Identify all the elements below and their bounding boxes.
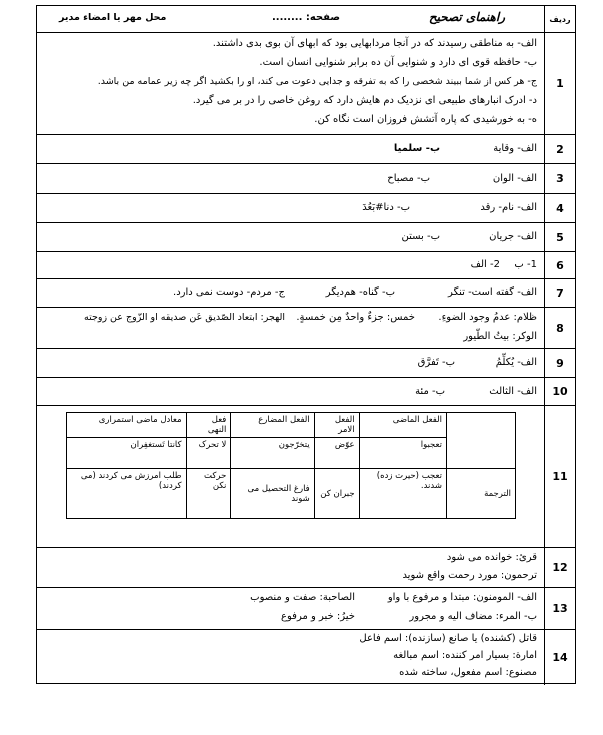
question-number: 1	[544, 33, 575, 134]
question-row-2	[37, 135, 575, 164]
question-number: 7	[544, 279, 575, 307]
page-title: راهنمای تصحیح	[428, 10, 505, 24]
answer-body	[37, 406, 545, 547]
question-row-7	[37, 279, 575, 308]
question-row-6	[37, 252, 575, 279]
question-row-4	[37, 194, 575, 223]
answer-body	[37, 252, 545, 278]
answer-b: ب- تَفرَّق	[417, 357, 455, 368]
definition-khoms: خمس: جزءٌ واحدٌ مِن خمسةٍ.	[296, 312, 415, 323]
seal-signature-label: محل مهر یا امضاء مدیر	[59, 12, 167, 23]
table-cell: جبران کن	[314, 469, 359, 519]
answer-b: ب- مصباح	[387, 173, 430, 184]
answer-line: ب- حافظه قوی ای دارد و شنوایی آن ده برابر شنوایی انسان است.	[259, 57, 537, 68]
answer-key-sheet	[36, 5, 576, 684]
question-row-9	[37, 349, 575, 378]
table-cell: معادل ماضی استمراری	[67, 413, 187, 438]
answer-a: الف- جریان	[489, 231, 537, 242]
table-cell: عوّض	[314, 438, 359, 469]
answer-a: الف- یُکلِّمُ	[495, 357, 537, 368]
question-number: 4	[544, 194, 575, 222]
answer-body	[37, 630, 545, 685]
answer-a: الف- الثالث	[489, 386, 537, 397]
question-number: 8	[544, 308, 575, 348]
answer-a: الف- گفته است- تنگر	[448, 287, 537, 298]
answer-b: 2- الف	[470, 259, 500, 270]
answer-body	[37, 223, 545, 251]
answer-line: د- ادرک انبارهای طبیعی ای نزدیک دم هایش دارد که روغن خاصی را در بر می گیرد.	[192, 95, 537, 106]
definition-vakr: الوکر: بیتُ الطّیور	[463, 331, 537, 342]
table-cell: الفعل الامر	[314, 413, 359, 438]
answer-body	[37, 349, 545, 377]
question-number: 2	[544, 135, 575, 163]
question-row-12	[37, 548, 575, 588]
table-cell	[447, 413, 516, 469]
table-cell: فارغ التحصیل می شوند	[231, 469, 314, 519]
answer-line: ترحمون: مورد رحمت واقع شوید	[402, 570, 537, 581]
question-row-13	[37, 588, 575, 630]
definition-hajr: الهجر: ابتعاد الصّدیق عَن صدیقه او الزّوج عن زوجته	[84, 312, 285, 323]
question-row-10	[37, 378, 575, 406]
answer-line: الف- المومنون: مبتدا و مرفوع با واو	[387, 592, 537, 603]
answer-a: الف- نام- رقد	[480, 202, 537, 213]
table-cell: طلب امرزش می کردند (می کردند)	[67, 469, 187, 519]
table-row	[67, 469, 516, 519]
answer-body	[37, 164, 545, 193]
answer-a: الف- الوان	[492, 173, 537, 184]
answer-body	[37, 135, 545, 163]
page-number-label: صفحه: ........	[271, 12, 340, 23]
answer-line: خیرُ: خبر و مرفوع	[281, 611, 355, 622]
answer-b: ب- گناه- هم‌دیگر	[325, 287, 395, 298]
table-cell: حرکت نکن	[186, 469, 231, 519]
question-number: 13	[544, 588, 575, 629]
answer-body	[37, 194, 545, 222]
question-number: 11	[544, 406, 575, 547]
answer-line: امارة: بسیار امر کننده: اسم مبالغه	[393, 650, 537, 661]
question-row-3	[37, 164, 575, 194]
answer-a: 1- ب	[514, 259, 537, 270]
table-cell: کانتا تَستغفِران	[67, 438, 187, 469]
table-header-row	[67, 413, 516, 438]
verb-table	[66, 412, 516, 519]
answer-body	[37, 308, 545, 348]
answer-c: ج- مردم- دوست نمی دارد.	[173, 287, 285, 298]
answer-body	[37, 279, 545, 307]
table-cell: یتخرّجون	[231, 438, 314, 469]
question-row-14	[37, 630, 575, 685]
answer-line: ه- به خورشیدی که پاره آتشش فروزان است نگاه کن.	[314, 114, 537, 125]
answer-line: ج- هر کس از شما ببیند شخصی را که به تفرقه و جدایی دعوت می کند، او را بکشید اگر چه زیر عمامه من باشد.	[97, 76, 537, 87]
answer-b: ب- بستن	[401, 231, 440, 242]
answer-line: الصاحبة: صفت و منصوب	[250, 592, 355, 603]
answer-body	[37, 588, 545, 629]
definition-zalam: ظلام: عدمُ وجود الضوءِ.	[438, 312, 537, 323]
answer-line: قاتل (کشنده) یا صانع (سازنده): اسم فاعل	[359, 633, 537, 644]
question-row-11	[37, 406, 575, 548]
question-number: 5	[544, 223, 575, 251]
answer-line: قرئ: خوانده می شود	[446, 552, 537, 563]
answer-body	[37, 33, 545, 134]
answer-body	[37, 548, 545, 587]
question-row-5	[37, 223, 575, 252]
question-number: 14	[544, 630, 575, 685]
question-number: 3	[544, 164, 575, 193]
table-cell: تعجب (حیرت زده) شدند.	[359, 469, 446, 519]
table-cell: الفعل الماضی	[359, 413, 446, 438]
header-row	[37, 6, 575, 33]
answer-b: ب- دنا#بَعُدَ	[362, 202, 410, 213]
answer-a: الف- وقایة	[493, 143, 537, 154]
table-cell: فعل النهی	[186, 413, 231, 438]
row-column-label: ردیف	[544, 6, 575, 32]
question-row-1	[37, 33, 575, 135]
answer-b: ب- سلمیا	[393, 143, 440, 154]
answer-body	[37, 378, 545, 405]
answer-b: ب- مئة	[415, 386, 445, 397]
question-row-8	[37, 308, 575, 349]
answer-line: الف- به مناطقی رسیدند که در آنجا مردابهایی بود که ابهای آن بوی بدی داشتند.	[212, 38, 537, 49]
table-cell: الترجمة	[447, 469, 516, 519]
question-number: 6	[544, 252, 575, 278]
question-number: 12	[544, 548, 575, 587]
question-number: 10	[544, 378, 575, 405]
table-cell: تعجبوا	[359, 438, 446, 469]
table-cell: لا تحرک	[186, 438, 231, 469]
table-cell: الفعل المضارع	[231, 413, 314, 438]
answer-line: مصنوع: اسم مفعول، ساخته شده	[399, 667, 537, 678]
question-number: 9	[544, 349, 575, 377]
answer-line: ب- المرء: مضاف الیه و مجرور	[409, 611, 537, 622]
